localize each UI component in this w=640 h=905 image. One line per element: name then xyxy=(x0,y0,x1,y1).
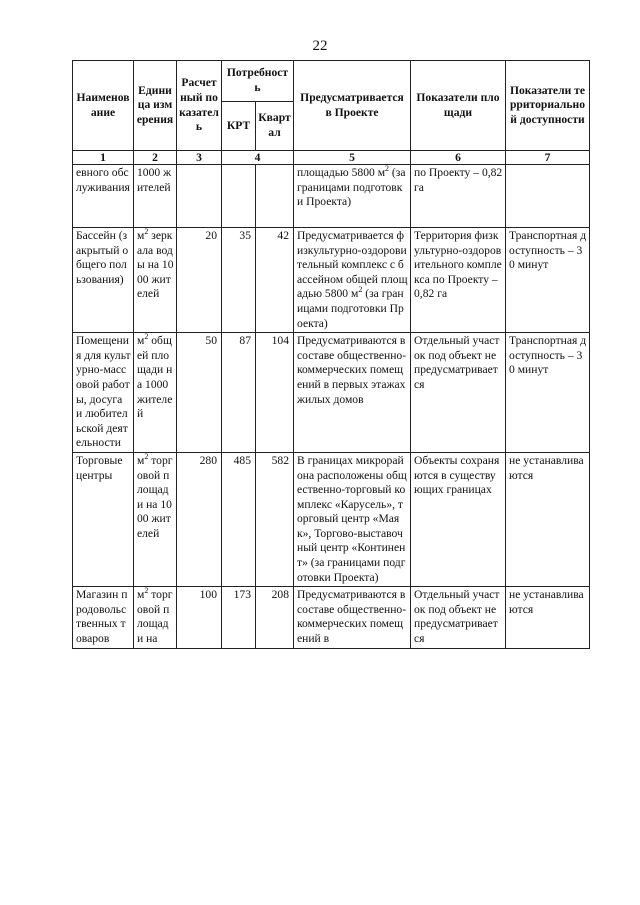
table-row xyxy=(73,333,590,453)
superscript: 2 xyxy=(144,586,149,596)
table-row xyxy=(73,165,590,228)
cell-name: Магазин продовольственных товаров xyxy=(73,587,134,648)
table-row xyxy=(73,452,590,586)
cell-planned: Предусматриваются в составе общественно-коммерческих помещений в первых этажах жилых домов xyxy=(294,333,411,453)
header-need: Потребность xyxy=(222,61,294,102)
column-number-row xyxy=(73,151,590,165)
page-number: 22 xyxy=(312,38,328,54)
cell-kpt xyxy=(222,165,256,228)
cell-unit xyxy=(134,228,177,333)
cell-unit xyxy=(134,587,177,648)
cell-name: Помещения для культурно-массовой работы, досуга и любительской деятельности xyxy=(73,333,134,453)
cell-kpt: 87 xyxy=(222,333,256,453)
cell-unit: 1000 жителей xyxy=(134,165,177,228)
cell-planned xyxy=(294,228,411,333)
cell-access: Транспортная доступность – 30 минут xyxy=(506,228,590,333)
cell-access: не устанавливаются xyxy=(506,452,590,586)
cell-planned xyxy=(294,165,411,228)
cell-kpt: 485 xyxy=(222,452,256,586)
cell-unit xyxy=(134,452,177,586)
cell-unit-text: м xyxy=(137,588,145,602)
header-access: Показатели территориальной доступности xyxy=(506,61,590,151)
cell-unit-text: м xyxy=(137,334,145,348)
header-row xyxy=(73,61,590,102)
cell-unit-text: зеркала воды на 1000 жителей xyxy=(137,229,174,301)
cell-planned: В границах микрорайона расположены общественно-торговый комплекс «Карусель», торговый центр «Маяк», Торгово-выставочный центр «Континент» (за границами подготовки Проекта) xyxy=(294,452,411,586)
table-row xyxy=(73,587,590,648)
header-name: Наименование xyxy=(73,61,134,151)
cell-calc xyxy=(177,165,222,228)
cell-planned-text: площадью 5800 м xyxy=(297,166,386,179)
column-number: 3 xyxy=(177,151,222,165)
header-calc: Расчетный показатель xyxy=(177,61,222,151)
cell-unit-text: торговой площади на 1000 жителей xyxy=(137,453,173,540)
superscript: 2 xyxy=(358,285,363,295)
cell-name: евного обслуживания xyxy=(73,165,134,228)
cell-calc: 20 xyxy=(177,228,222,333)
cell-unit-text: м xyxy=(137,453,145,467)
cell-name: Бассейн (закрытый общего пользования) xyxy=(73,228,134,333)
header-area: Показатели площади xyxy=(411,61,506,151)
cell-area: Отдельный участок под объект не предусматривается xyxy=(411,333,506,453)
cell-quarter: 208 xyxy=(256,587,294,648)
superscript: 2 xyxy=(144,227,149,237)
header-unit: Единица измерения xyxy=(134,61,177,151)
cell-quarter: 582 xyxy=(256,452,294,586)
cell-name: Торговые центры xyxy=(73,452,134,586)
cell-calc: 280 xyxy=(177,452,222,586)
cell-calc: 100 xyxy=(177,587,222,648)
column-number: 7 xyxy=(506,151,590,165)
column-number: 1 xyxy=(73,151,134,165)
cell-quarter: 42 xyxy=(256,228,294,333)
cell-unit-text: общей площади на 1000 жителей xyxy=(137,334,173,421)
cell-unit-text: м xyxy=(137,229,145,242)
cell-unit-text: торговой площади на xyxy=(137,588,173,646)
cell-area: по Проекту – 0,82 га xyxy=(411,165,506,228)
cell-area: Территория физкультурно-оздоровительного комплекса по Проекту – 0,82 га xyxy=(411,228,506,333)
cell-area: Отдельный участок под объект не предусматривается xyxy=(411,587,506,648)
column-number: 5 xyxy=(294,151,411,165)
superscript: 2 xyxy=(144,452,149,462)
facilities-table xyxy=(72,60,590,649)
cell-access: не устанавливаются xyxy=(506,587,590,648)
cell-planned-text: Предусматривается физкультурно-оздоровительный комплекс с бассейном общей площадью 5800 м xyxy=(297,229,408,301)
superscript: 2 xyxy=(385,164,390,174)
column-number: 2 xyxy=(134,151,177,165)
header-kpt: КРТ xyxy=(222,102,256,151)
cell-calc: 50 xyxy=(177,333,222,453)
superscript: 2 xyxy=(144,332,149,342)
cell-planned: Предусматриваются в составе общественно-коммерческих помещений в xyxy=(294,587,411,648)
cell-area: Объекты сохраняются в существующих границах xyxy=(411,452,506,586)
cell-access: Транспортная доступность – 30 минут xyxy=(506,333,590,453)
cell-kpt: 35 xyxy=(222,228,256,333)
cell-kpt: 173 xyxy=(222,587,256,648)
column-number: 6 xyxy=(411,151,506,165)
cell-planned-text: (за границами подготовки Проекта) xyxy=(297,287,404,330)
cell-unit xyxy=(134,333,177,453)
cell-quarter xyxy=(256,165,294,228)
header-quarter: Квартал xyxy=(256,102,294,151)
column-number: 4 xyxy=(222,151,294,165)
cell-access xyxy=(506,165,590,228)
cell-quarter: 104 xyxy=(256,333,294,453)
header-planned: Предусматривается в Проекте xyxy=(294,61,411,151)
table-row xyxy=(73,228,590,333)
cell-planned-text: (за границами подготовки Проекта) xyxy=(297,166,406,209)
